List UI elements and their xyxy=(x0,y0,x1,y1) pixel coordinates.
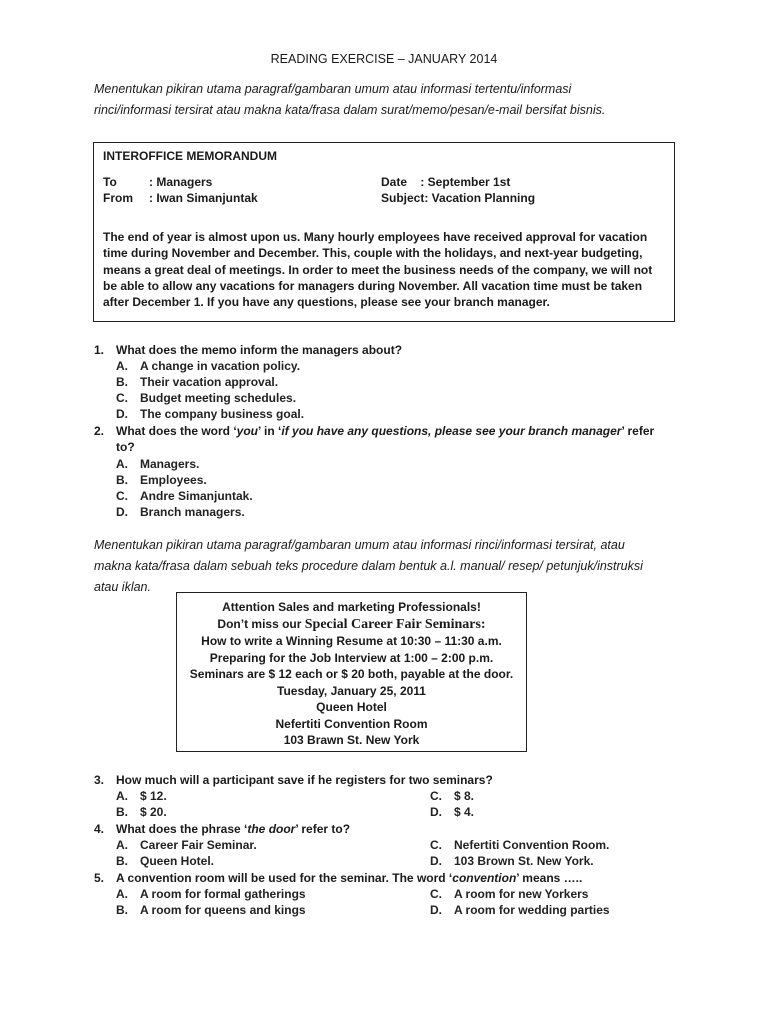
question-number: 1. xyxy=(94,343,105,357)
memo-subject-value: Vacation Planning xyxy=(428,191,536,205)
memo-heading: INTEROFFICE MEMORANDUM xyxy=(103,149,277,163)
ad-line: Nefertiti Convention Room xyxy=(275,716,428,731)
memo-body-line: after December 1. If you have any questions, please see your branch manager. xyxy=(103,295,550,310)
ad-line: Attention Sales and marketing Professionals! xyxy=(222,600,481,614)
q5-option-a: A. A room for formal gatherings xyxy=(116,887,306,901)
ad-line: Tuesday, January 25, 2011 xyxy=(277,683,426,698)
question-text: What does the memo inform the managers about? xyxy=(116,343,403,357)
ad-line: How to write a Winning Resume at 10:30 – 11:30 a.m. xyxy=(201,634,502,648)
q1-option-b: B. Their vacation approval. xyxy=(116,375,279,389)
q4-option-c: C. Nefertiti Convention Room. xyxy=(430,838,610,852)
seminar-advertisement xyxy=(176,592,527,752)
instruction-2-line-1: Menentukan pikiran utama paragraf/gambaran umum atau informasi rinci/informasi tersirat, atau xyxy=(94,538,625,552)
q5-option-b: B. A room for queens and kings xyxy=(116,903,306,917)
instruction-2 xyxy=(94,535,684,598)
memo-subject-label: Subject: Vacation Planning xyxy=(381,191,536,205)
memo-body-line: The end of year is almost upon us. Many hourly employees have received approval for vacation xyxy=(103,230,648,244)
memo-body xyxy=(103,229,665,310)
question-number: 5. xyxy=(94,871,105,885)
q3-option-b: B. $ 20. xyxy=(116,805,167,819)
memo-date-value: : September 1st xyxy=(407,175,511,189)
memo-from-value: : Iwan Simanjuntak xyxy=(149,191,258,205)
question-text: What does the word ‘you’ in ‘if you have any questions, please see your branch manager’ refer xyxy=(116,424,655,438)
question-text: What does the phrase ‘the door’ refer to? xyxy=(116,822,351,836)
q2-option-b: B. Employees. xyxy=(116,473,207,487)
memo-to-value: : Managers xyxy=(149,175,213,189)
ad-line: Preparing for the Job Interview at 1:00 – 2:00 p.m. xyxy=(209,650,494,665)
ad-line: Queen Hotel xyxy=(316,700,387,714)
q1-option-c: C. Budget meeting schedules. xyxy=(116,391,297,405)
ad-line: 103 Brawn St. New York xyxy=(283,733,420,747)
ad-line: Seminars are $ 12 each or $ 20 both, payable at the door. xyxy=(189,667,514,681)
question-number: 2. xyxy=(94,424,105,438)
memo-from-label: From xyxy=(103,191,133,205)
q4-option-d: D. 103 Brown St. New York. xyxy=(430,854,594,868)
q2-option-c: C. Andre Simanjuntak. xyxy=(116,489,253,503)
memo-box xyxy=(93,142,675,322)
question-text: How much will a participant save if he registers for two seminars? xyxy=(116,773,493,787)
memo-row-from xyxy=(103,191,665,207)
memo-row-to xyxy=(103,175,665,191)
q1-option-d: D. The company business goal. xyxy=(116,407,305,421)
q1-option-a: A. A change in vacation policy. xyxy=(116,359,301,373)
q2-option-a: A. Managers. xyxy=(116,457,200,471)
page-title: READING EXERCISE – JANUARY 2014 xyxy=(270,52,498,66)
q4-option-a: A. Career Fair Seminar. xyxy=(116,838,257,852)
q4-option-b: B. Queen Hotel. xyxy=(116,854,215,868)
memo-body-line: means a great deal of meetings. In order to meet the business needs of the company, we will not xyxy=(103,262,653,277)
question-text-continued: to? xyxy=(116,440,135,454)
memo-to-label: To xyxy=(103,175,117,189)
q5-option-c: C. A room for new Yorkers xyxy=(430,887,589,901)
instruction-1-line-1: Menentukan pikiran utama paragraf/gambaran umum atau informasi tertentu/informasi xyxy=(94,82,572,96)
memo-body-line: be able to allow any vacations for managers during November. All vacation time must be taken xyxy=(103,278,643,293)
memo-date-label: Date : September 1st xyxy=(381,175,511,189)
instruction-1 xyxy=(94,79,684,121)
instruction-2-line-2: makna kata/frasa dalam sebuah teks procedure dalam bentuk a.l. manual/ resep/ petunjuk/instruksi xyxy=(94,559,643,573)
instruction-2-line-3: atau iklan. xyxy=(94,580,151,594)
q3-option-d: D. $ 4. xyxy=(430,805,475,819)
instruction-1-line-2: rinci/informasi tersirat atau makna kata/frasa dalam surat/memo/pesan/e-mail bersifat bisnis. xyxy=(94,103,606,117)
q2-option-d: D. Branch managers. xyxy=(116,505,245,519)
question-number: 4. xyxy=(94,822,105,836)
q3-option-c: C. $ 8. xyxy=(430,789,475,803)
question-number: 3. xyxy=(94,773,105,787)
memo-body-line: time during November and December. This, couple with the holidays, and next-year budgeting, xyxy=(103,246,643,261)
question-text: A convention room will be used for the seminar. The word ‘convention’ means ….. xyxy=(116,871,583,885)
ad-line: Don’t miss our Special Career Fair Seminars: xyxy=(217,616,486,632)
q3-option-a: A. $ 12. xyxy=(116,789,167,803)
q5-option-d: D. A room for wedding parties xyxy=(430,903,610,917)
